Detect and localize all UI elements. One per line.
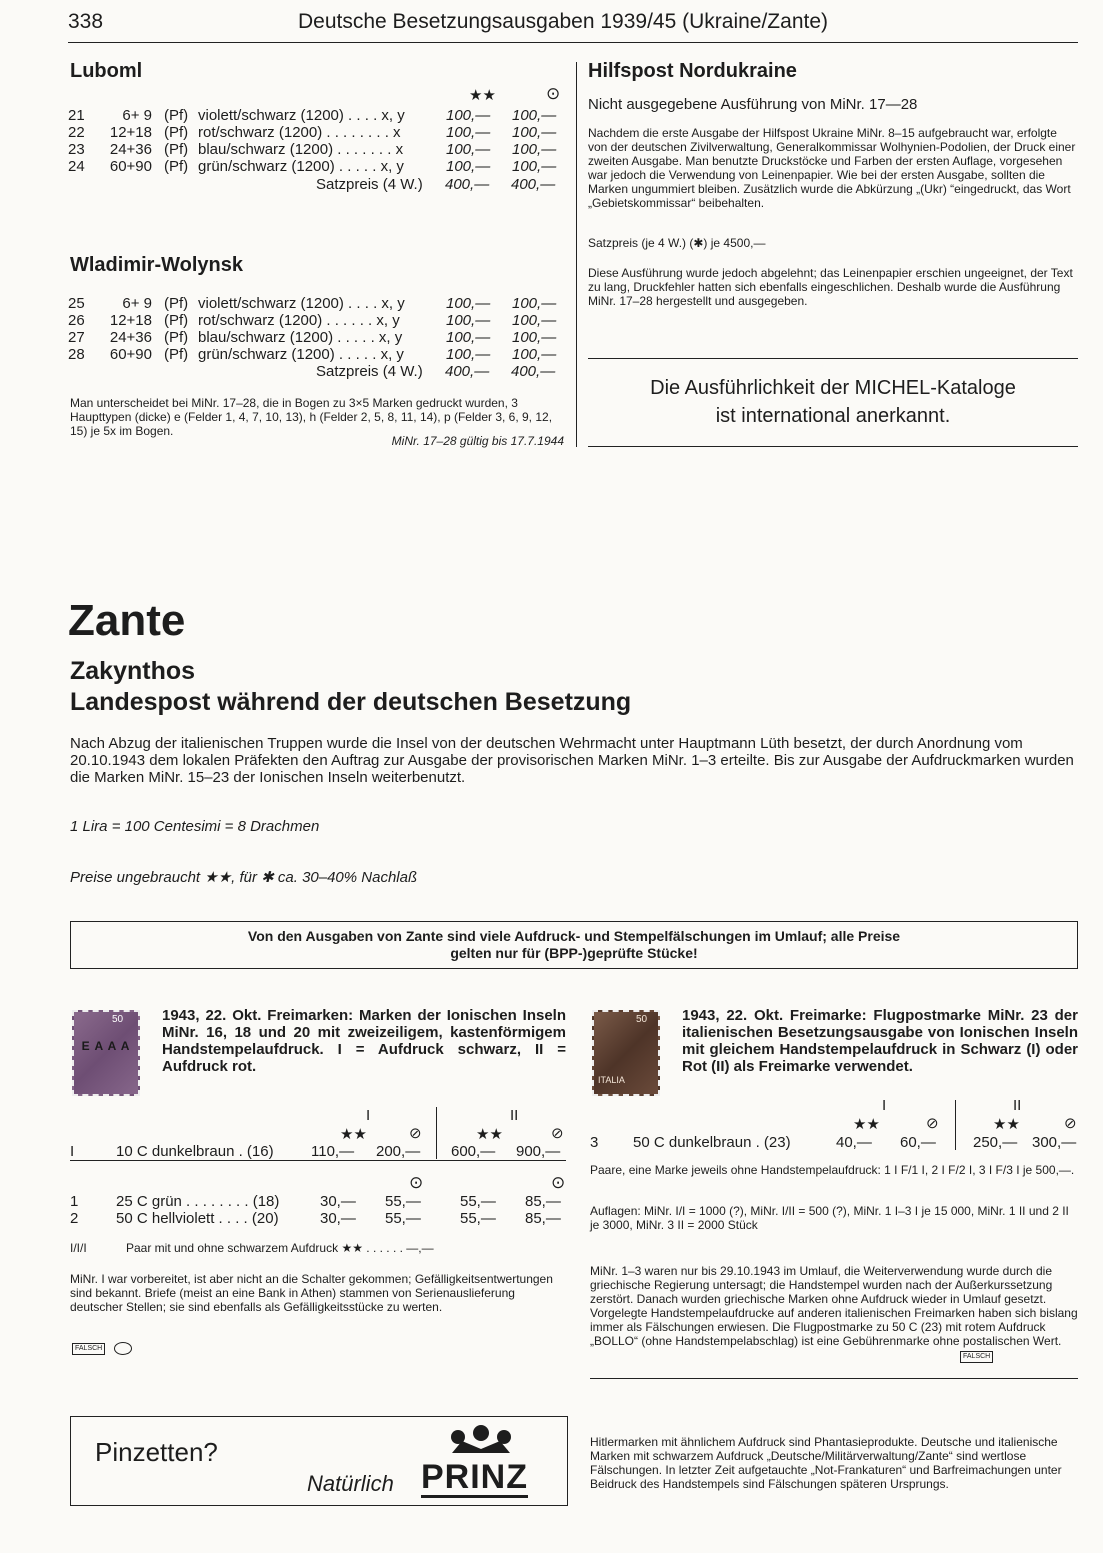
catalogue-row	[68, 124, 566, 141]
stamp-unit: (Pf)	[164, 329, 189, 346]
mnh-symbol: ★★	[340, 1126, 367, 1143]
stamp-unit: (Pf)	[164, 124, 189, 141]
zante-subtitle2: Landespost während der deutschen Besetzung	[70, 688, 632, 716]
stamp-value: 50	[112, 1014, 124, 1025]
falsch-icon: FALSCH	[72, 1343, 105, 1355]
stamp-value: 50	[636, 1014, 648, 1025]
price-4: 85,—	[525, 1210, 561, 1227]
issue2-col-I: I	[882, 1097, 887, 1114]
price-2: 55,—	[385, 1210, 421, 1227]
cat-number: 2	[70, 1210, 79, 1227]
zante-subtitle: Zakynthos	[70, 657, 196, 685]
catalogue-row	[68, 107, 566, 124]
issue2-col-II: II	[1013, 1097, 1022, 1114]
catalogue-row	[68, 295, 566, 312]
used-symbol: ⊙	[409, 1173, 424, 1192]
price-1: 40,—	[836, 1134, 872, 1151]
warning-text	[71, 922, 1077, 962]
issue2-editions: Auflagen: MiNr. I/I = 1000 (?), MiNr. I/II = 500 (?), MiNr. 1 I–3 I je 15 000, MiNr. 1 II und 2 II je 3000, MiNr. 3 II = 2000 Stück	[590, 1204, 1069, 1232]
falsch-icon: FALSCH	[960, 1351, 993, 1363]
cat-number: 27	[68, 329, 85, 346]
price-3: 600,—	[451, 1143, 496, 1160]
price-2: 55,—	[385, 1193, 421, 1210]
cat-number: 26	[68, 312, 85, 329]
mnh-symbol: ★★	[469, 87, 496, 104]
price-mnh: 100,—	[446, 124, 491, 141]
stamp-value: 60+90	[109, 346, 152, 363]
stamp-overprint: E A A A	[81, 1039, 131, 1053]
stamp-desc: 10 C dunkelbraun . (16)	[116, 1143, 274, 1160]
stamp-value: 24+36	[109, 329, 152, 346]
issue2-heading: 1943, 22. Okt. Freimarke: Flugpostmarke MiNr. 23 der italienischen Besetzungsausgabe von Ionischen Inseln mit gleichem Handstempelaufdruck in Schwarz (I) oder Rot (II) als Freimarke verwendet.	[682, 1007, 1078, 1075]
issue1-row	[70, 1193, 566, 1210]
price-used: 100,—	[512, 346, 557, 363]
stamp-unit: (Pf)	[164, 158, 189, 175]
zante-currency: 1 Lira = 100 Centesimi = 8 Drachmen	[70, 818, 320, 835]
price-mnh: 100,—	[446, 107, 491, 124]
cat-number: 1	[70, 1193, 79, 1210]
set-price-label: Satzpreis (4 W.)	[316, 363, 423, 380]
stamp-desc: 50 C hellviolett . . . . (20)	[116, 1210, 279, 1227]
catalogue-row	[68, 158, 566, 175]
warning-line1: Von den Ausgaben von Zante sind viele Aufdruck- und Stempelfälschungen im Umlauf; alle Preise	[247, 928, 901, 944]
price-2: 60,—	[900, 1134, 936, 1151]
mnh-symbol: ★★	[853, 1116, 880, 1133]
price-mnh: 100,—	[446, 329, 491, 346]
hilfspost-text2: Diese Ausführung wurde jedoch abgelehnt; das Leinenpapier erschien ungeeignet, der Text zu lang, Druckfehler hatten sich ebenfalls eingeschlichen. Deshalb wurde die Ausführung MiNr. 17–28 hergestellt und ausgegeben.	[588, 266, 1073, 308]
set-price-mnh: 400,—	[445, 363, 490, 380]
zante-warning-box	[70, 921, 1078, 969]
stamp-image-zante-1	[72, 1010, 140, 1096]
luboml-set-price	[316, 176, 566, 193]
price-3: 55,—	[460, 1193, 496, 1210]
cancelled-symbol: ⊘	[551, 1125, 564, 1142]
section-title-hilfspost: Hilfspost Nordukraine	[588, 60, 797, 82]
cat-number: 22	[68, 124, 85, 141]
stamp-country: ITALIA	[598, 1075, 625, 1085]
stamp-value: 24+36	[109, 141, 152, 158]
catalogue-row	[68, 346, 566, 363]
stamp-desc: grün/schwarz (1200) . . . . . x, y	[198, 158, 404, 175]
catalogue-row	[68, 329, 566, 346]
cat-number: 25	[68, 295, 85, 312]
set-price-used: 400,—	[511, 176, 556, 193]
price-mnh: 100,—	[446, 158, 491, 175]
price-2: 200,—	[376, 1143, 421, 1160]
set-price-label: Satzpreis (4 W.)	[316, 176, 423, 193]
ad-rule-bottom	[588, 446, 1078, 447]
cancelled-symbol: ⊘	[926, 1115, 939, 1132]
stamp-desc: blau/schwarz (1200) . . . . . x, y	[198, 329, 403, 346]
price-3: 55,—	[460, 1210, 496, 1227]
stamp-desc: grün/schwarz (1200) . . . . . x, y	[198, 346, 404, 363]
stamp-unit: (Pf)	[164, 107, 189, 124]
stamp-value: 12+18	[109, 124, 152, 141]
issue1-row	[70, 1210, 566, 1227]
zante-intro: Nach Abzug der italienischen Truppen wurde die Insel von der deutschen Wehrmacht unter Hauptmann Lüth besetzt, der durch Anordnung vom 20.10.1943 dem lokalen Präfekten den Auftrag zur Ausgabe der provisorischen Marken MiNr. 1–3 erteilte. Bis zur Ausgabe der Aufdruckmarken wurden die Marken MiNr. 15–23 der Ionischen Inseln weiterbenutzt.	[70, 735, 1074, 786]
price-mnh: 100,—	[446, 295, 491, 312]
stamp-desc: violett/schwarz (1200) . . . . x, y	[198, 107, 405, 124]
used-symbol: ⊙	[551, 1173, 566, 1192]
issue1-pair-row	[70, 1241, 566, 1258]
stamp-value: 60+90	[109, 158, 152, 175]
wladimir-note: Man unterscheidet bei MiNr. 17–28, die in Bogen zu 3×5 Marken gedruckt wurden, 3 Haupttypen (dicke) e (Felder 1, 4, 7, 10, 13), h (Felder 2, 5, 8, 11, 14), p (Felder 3, 6, 9, 12, 15) je 5x im Bogen.	[70, 396, 553, 438]
stamp-desc: violett/schwarz (1200) . . . . x, y	[198, 295, 405, 312]
ad-rule-top	[588, 358, 1078, 359]
set-price-used: 400,—	[511, 363, 556, 380]
stamp-unit: (Pf)	[164, 141, 189, 158]
cat-number: 3	[590, 1134, 599, 1151]
hilfspost-set-price: Satzpreis (je 4 W.) (✱) je 4500,—	[588, 236, 766, 250]
page-title: Deutsche Besetzungsausgaben 1939/45 (Ukraine/Zante)	[298, 10, 829, 33]
issue1-heading: 1943, 22. Okt. Freimarken: Marken der Ionischen Inseln MiNr. 16, 18 und 20 mit zweizeiligem, kastenförmigem Handstempelaufdruck. I = Aufdruck schwarz, II = Aufdruck rot.	[162, 1007, 566, 1075]
price-3: 250,—	[973, 1134, 1018, 1151]
prinz-brand: PRINZ	[421, 1458, 528, 1496]
issue2-bottom-note: Hitlermarken mit ähnlichem Aufdruck sind Phantasieprodukte. Deutsche und italienische Marken mit schwarzem Aufdruck „Deutsche/Militärverwaltung/Zante“ sind wertlose Fälschungen. In letzter Zeit aufgetauchte „Not-Frankaturen“ und Barfreimachungen unter Beidruck des Handstempels sind Fälschungen späteren Ursprungs.	[590, 1435, 1062, 1491]
falsch-mark	[960, 1348, 993, 1366]
warning-line2: gelten nur für (BPP-)geprüfte Stücke!	[450, 945, 698, 961]
prinz-ad-line2: Natürlich	[307, 1471, 394, 1496]
issue2-note: MiNr. 1–3 waren nur bis 29.10.1943 im Umlauf, die Weiterverwendung wurde durch die griechische Regierung untersagt; die Handstempel wurden nach der Außerkurssetzung zerstört. Danach wurden griechische Marken ohne Aufdruck wieder in Umlauf gesetzt. Vorgelegte Handstempelaufdrucke auf anderen italienischen Freimarken haben sich bislang immer als Fälschungen erwiesen. Die Flugpostmarke zu 50 C (23) mit rotem Aufdruck „BOLLO“ (ohne Handstempelabschlag) ist eine Gebührenmarke ohne postalischen Wert.	[590, 1264, 1078, 1348]
price-used: 100,—	[512, 295, 557, 312]
price-used: 100,—	[512, 107, 557, 124]
issue1-note: MiNr. I war vorbereitet, ist aber nicht an die Schalter gekommen; Gefälligkeitsentwertungen sind bekannt. Briefe (meist an eine Bank in Athen) stammen von Serienauslieferung deutscher Stellen; sie sind ebenfalls als Gefälligkeitsstücke zu werten.	[70, 1272, 553, 1314]
stamp-value: 6+ 9	[122, 107, 152, 124]
section-title-wladimir: Wladimir-Wolynsk	[70, 254, 243, 276]
price-used: 100,—	[512, 124, 557, 141]
cat-number: 24	[68, 158, 85, 175]
stamp-desc: rot/schwarz (1200) . . . . . . . . x	[198, 124, 401, 141]
stamp-value: 12+18	[109, 312, 152, 329]
cat-number: 23	[68, 141, 85, 158]
stamp-desc: blau/schwarz (1200) . . . . . . . x	[198, 141, 404, 158]
price-1: 30,—	[320, 1210, 356, 1227]
stamp-unit: (Pf)	[164, 346, 189, 363]
price-mnh: 100,—	[446, 141, 491, 158]
column-divider	[576, 62, 577, 447]
issue2-rule	[590, 1378, 1078, 1379]
cancelled-symbol: ⊘	[409, 1125, 422, 1142]
issue1-col-I: I	[366, 1107, 371, 1124]
catalogue-row	[68, 141, 566, 158]
falsch-mark	[72, 1340, 132, 1358]
issue2-pairs: Paare, eine Marke jeweils ohne Handstempelaufdruck: 1 I F/1 I, 2 I F/2 I, 3 I F/3 I je 500,—.	[590, 1163, 1075, 1177]
catalogue-row	[68, 312, 566, 329]
price-mnh: 100,—	[446, 312, 491, 329]
cat-number: 21	[68, 107, 85, 124]
used-symbol: ⊙	[546, 84, 561, 103]
zante-prices-note: Preise ungebraucht ★★, für ✱ ca. 30–40% Nachlaß	[70, 869, 418, 886]
price-used: 100,—	[512, 312, 557, 329]
price-1: 110,—	[311, 1143, 355, 1160]
mnh-symbol: ★★	[476, 1126, 503, 1143]
cancelled-symbol: ⊘	[1064, 1115, 1077, 1132]
issue1-rule	[70, 1160, 566, 1161]
price-mnh: 100,—	[446, 346, 491, 363]
hilfspost-text1: Nachdem die erste Ausgabe der Hilfspost Ukraine MiNr. 8–15 aufgebraucht war, erfolgte von der deutschen Zivilverwaltung, Generalkommissar Wolhynien-Podolien, der Druck einer zweiten Ausgabe. Man benutzte Druckstöcke und Farben der ersten Auflage, vorgesehen war jedoch die Verwendung von Leinenpapier. Wie bei der ersten Ausgabe, sollten die Marken ungummiert bleiben. Zusätzlich wurde die Abkürzung „(Ukr) “eingedruckt, das Wort „Gebietskommissar“ beibehalten.	[588, 126, 1076, 210]
wladimir-validity: MiNr. 17–28 gültig bis 17.7.1944	[391, 434, 564, 448]
stamp-desc: 50 C dunkelbraun . (23)	[633, 1134, 791, 1151]
prinz-ad	[70, 1416, 568, 1506]
set-price-mnh: 400,—	[445, 176, 490, 193]
price-used: 100,—	[512, 141, 557, 158]
issue2-row	[590, 1134, 1078, 1151]
michel-ad	[588, 374, 1078, 430]
cat-number: I/I/I	[70, 1241, 87, 1255]
price-4: 300,—	[1032, 1134, 1077, 1151]
stamp-desc: 25 C grün . . . . . . . . (18)	[116, 1193, 280, 1210]
wladimir-set-price	[316, 363, 566, 380]
stamp-desc: rot/schwarz (1200) . . . . . . x, y	[198, 312, 400, 329]
mnh-symbol: ★★	[993, 1116, 1020, 1133]
zante-title: Zante	[68, 596, 186, 645]
stamp-unit: (Pf)	[164, 312, 189, 329]
stamp-image-zante-3	[592, 1010, 660, 1096]
michel-ad-line1: Die Ausführlichkeit der MICHEL-Kataloge	[650, 377, 1016, 399]
prinz-ad-line1: Pinzetten?	[95, 1437, 218, 1467]
price-used: 100,—	[512, 158, 557, 175]
issue1-row	[70, 1143, 566, 1160]
page-number: 338	[68, 10, 104, 33]
price-4: 85,—	[525, 1193, 561, 1210]
stamp-unit: (Pf)	[164, 295, 189, 312]
price-used: 100,—	[512, 329, 557, 346]
header-rule	[68, 42, 1078, 43]
expert-sign-icon	[114, 1342, 132, 1355]
issue1-col-II: II	[510, 1107, 519, 1124]
price-1: 30,—	[320, 1193, 356, 1210]
pair-text: Paar mit und ohne schwarzem Aufdruck ★★ . . . . . . —,—	[126, 1241, 434, 1255]
crown-icon	[446, 1425, 516, 1457]
michel-ad-line2: ist international anerkannt.	[715, 405, 951, 427]
stamp-value: 6+ 9	[122, 295, 152, 312]
section-title-luboml: Luboml	[70, 60, 143, 82]
cat-number: 28	[68, 346, 85, 363]
price-4: 900,—	[516, 1143, 561, 1160]
hilfspost-subtitle: Nicht ausgegebene Ausführung von MiNr. 17—28	[588, 96, 918, 113]
cat-number: I	[70, 1143, 75, 1160]
